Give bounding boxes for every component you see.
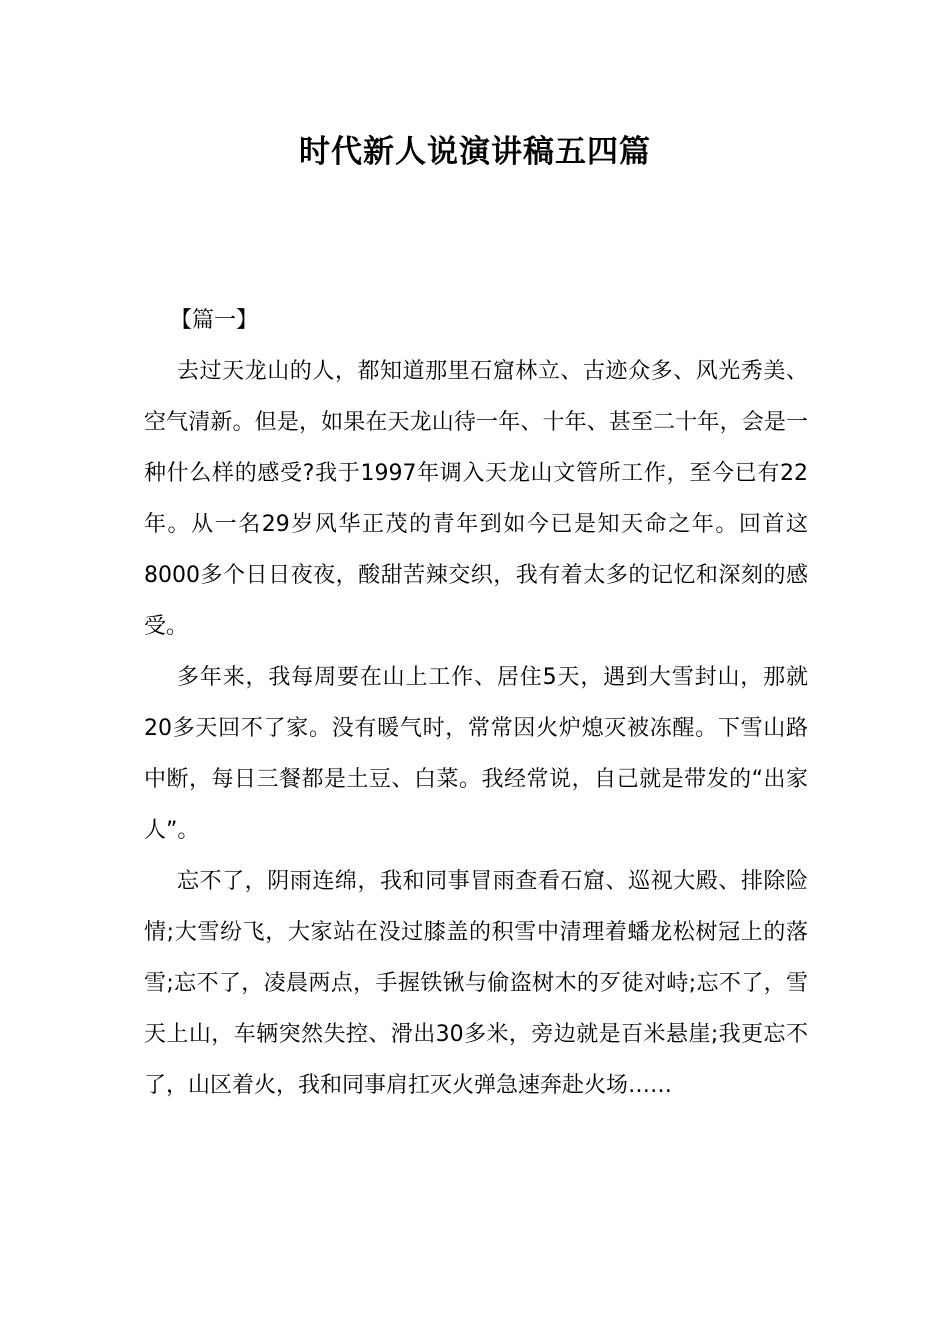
paragraph-1: 去过天龙山的人，都知道那里石窟林立、古迹众多、风光秀美、空气清新。但是，如果在天龙山待一年、十年、甚至二十年，会是一种什么样的感受?我于1997年调入天龙山文管所工作，至今已有22年。从一名29岁风华正茂的青年到如今已是知天命之年。回首这8000多个日日夜夜，酸甜苦辣交织，我有着太多的记忆和深刻的感受。: [144, 359, 808, 639]
paragraph-3: 忘不了，阴雨连绵，我和同事冒雨查看石窟、巡视大殿、排除险情;大雪纷飞，大家站在没过膝盖的积雪中清理着蟠龙松树冠上的落雪;忘不了，凌晨两点，手握铁锹与偷盗树木的歹徒对峙;忘不了，雪天上山，车辆突然失控、滑出30多米，旁边就是百米悬崖;我更忘不了，山区着火，我和同事肩扛灭火弹急速奔赴火场……: [144, 869, 808, 1098]
section-heading: 【篇一】: [170, 308, 259, 333]
document-body: [144, 295, 808, 1111]
document-title: 时代新人说演讲稿五四篇: [299, 134, 651, 170]
paragraph-2: 多年来，我每周要在山上工作、居住5天，遇到大雪封山，那就20多天回不了家。没有暖气时，常常因火炉熄灭被冻醒。下雪山路中断，每日三餐都是土豆、白菜。我经常说，自己就是带发的“出家人”。: [144, 665, 808, 843]
